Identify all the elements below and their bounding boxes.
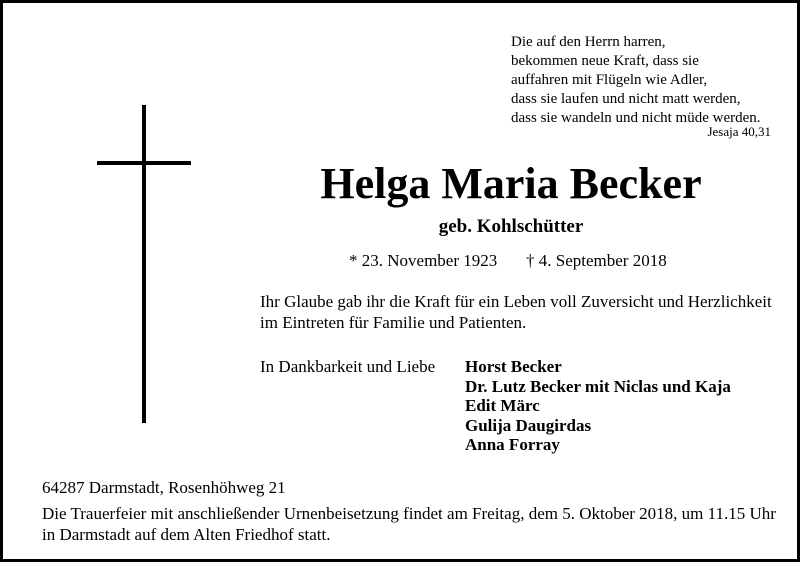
verse-line: auffahren mit Flügeln wie Adler, — [511, 72, 708, 88]
verse-line: Die auf den Herrn harren, — [511, 34, 666, 50]
maiden-name: geb. Kohlschütter — [438, 216, 584, 237]
bible-verse — [511, 33, 771, 139]
tribute-line: im Eintreten für Familie und Patienten. — [260, 313, 527, 332]
mourners-list — [465, 357, 731, 455]
birth-date: * 23. November 1923 — [349, 251, 498, 270]
verse-reference: Jesaja 40,31 — [707, 124, 771, 139]
cross-horizontal-bar — [97, 161, 191, 165]
death-date: † 4. September 2018 — [526, 251, 667, 270]
mourner-name: Gulija Daugirdas — [465, 415, 592, 435]
service-line: in Darmstadt auf dem Alten Friedhof statt. — [42, 525, 331, 544]
tribute-line: Ihr Glaube gab ihr die Kraft für ein Leben voll Zuversicht und Herzlichkeit — [260, 292, 772, 311]
cross-vertical-bar — [142, 105, 146, 423]
verse-line: dass sie laufen und nicht matt werden, — [511, 91, 741, 107]
family-address: 64287 Darmstadt, Rosenhöhweg 21 — [42, 478, 286, 497]
verse-line: dass sie wandeln und nicht müde werden. — [511, 110, 761, 126]
gratitude-phrase: In Dankbarkeit und Liebe — [260, 357, 436, 376]
verse-line: bekommen neue Kraft, dass sie — [511, 53, 699, 69]
mourner-name: Dr. Lutz Becker mit Niclas und Kaja — [465, 376, 731, 396]
mourner-name: Horst Becker — [465, 357, 562, 376]
service-line: Die Trauerfeier mit anschließender Urnenbeisetzung findet am Freitag, dem 5. Oktober 2018, um 11.15 Uhr — [42, 504, 776, 523]
deceased-name: Helga Maria Becker — [320, 159, 702, 208]
mourner-name: Anna Forray — [465, 435, 560, 454]
tribute-text — [260, 291, 772, 333]
mourner-name: Edit Märc — [465, 396, 540, 415]
funeral-service-info — [42, 503, 776, 545]
